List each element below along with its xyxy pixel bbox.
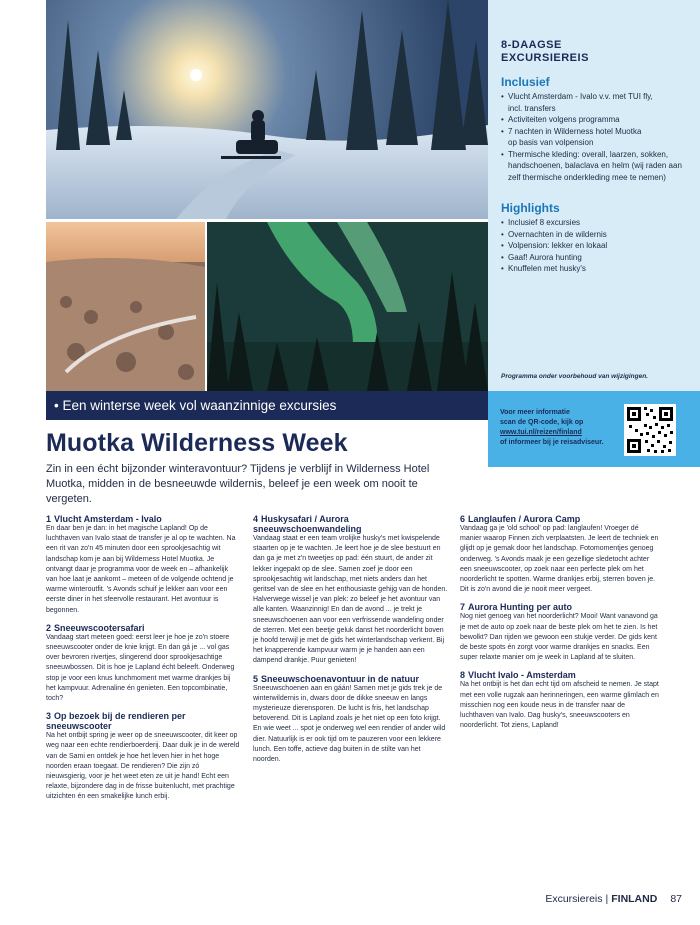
day-section	[46, 514, 241, 616]
qr-line: of informeer bij je reisadviseur.	[500, 439, 604, 446]
day-section	[46, 711, 241, 802]
excursions-banner: • Een winterse week vol waanzinnige excursies	[46, 391, 488, 420]
day-title: 4 Huskysafari / Aurora sneeuwschoenwandeling	[253, 514, 362, 534]
day-body: Sneeuwschoenen aan en gáán! Samen met je gids trek je de winterwildernis in, dwars door de dikke sneeuw en langs mysterieuze dierensporen. De lucht is fris, het landschap betoverend. Dit is Lapland zoals je het niet op een foto krijgt. En wie weet ... spot je onderweg wel een rendier of ander wild dier. Natuurlijk is er ook tijd om te pauzeren voor een lekkere lunch. Een toffe, actieve dag buiten in de stilte van het noorden.	[253, 684, 446, 764]
qr-line: Voor meer informatie	[500, 409, 570, 416]
tui-finland-link[interactable]: www.tui.nl/reizen/finland	[500, 429, 582, 436]
day-title: 1 Vlucht Amsterdam - Ivalo	[46, 514, 162, 524]
disclaimer-note: Programma onder voorbehoud van wijzigingen.	[501, 373, 648, 380]
list-item: • Gaaf! Aurora hunting	[501, 252, 688, 264]
qr-line: scan de QR-code, kijk op	[500, 419, 584, 426]
itinerary-column-3	[460, 514, 660, 738]
aurora-photo	[207, 222, 488, 391]
qr-code-icon[interactable]	[624, 404, 676, 456]
list-item: • 7 nachten in Wilderness hotel Muotka op basis van volpension	[501, 126, 688, 149]
day-section	[46, 623, 241, 704]
day-section	[460, 514, 660, 595]
trip-type-title	[501, 39, 688, 65]
day-body: Na het ontbijt is het dan echt tijd om afscheid te nemen. Je stapt met een volle rugzak aan herinneringen, een warme glimlach en misschien nog een koude neus in de transfer naar de luchthaven van Ivalo. Dag husky's, sneeuwscooters en noorderlicht. Tot ziens, Lapland!	[460, 681, 659, 730]
list-item: • Activiteiten volgens programma	[501, 114, 688, 126]
trip-type-line2: EXCURSIEREIS	[501, 52, 589, 64]
inclusief-heading: Inclusief	[501, 75, 550, 89]
day-body: Vandaag start meteen goed: eerst leer je hoe je zo'n stoere sneeuwscooter onder de knie krijgt. En dan gá je ... vol gas over bevroren rivertjes, slingerend door sprookjesachtige sneeuwbossen. Dit is hoe je Lapland écht beleeft. Onderweg stop je voor een knus lunchmoment met warme drankjes bij het kampvuur. Adrenaline én genieten. Een topcombinatie, toch?	[46, 633, 235, 703]
day-title: 3 Op bezoek bij de rendieren per sneeuwscooter	[46, 711, 186, 732]
highlights-heading: Highlights	[501, 201, 560, 215]
highlights-list	[501, 217, 688, 275]
page-title: Muotka Wilderness Week	[46, 429, 348, 457]
list-item: • Volpension: lekker en lokaal	[501, 240, 688, 252]
day-title: 8 Vlucht Ivalo - Amsterdam	[460, 670, 576, 681]
day-body: Na het ontbijt spring je weer op de sneeuwscooter, dit keer op weg naar een echte rendierboerderij. Daar duik je in de wereld van de Sami en ontdek je hoe het leven hier in het hoge noorden eraan toegaat. De rendieren? Die zijn zó nieuwsgierig, voor je het weet eten ze uit je hand! Echt een relaxte, bijzondere dag in de frisse buitenlucht, met prachtige uitzichten én een smakelijke lunch erbij.	[46, 732, 240, 801]
day-section	[253, 674, 448, 766]
list-item: • Inclusief 8 excursies	[501, 217, 688, 229]
day-title: 6 Langlaufen / Aurora Camp	[460, 514, 581, 524]
qr-info-text	[500, 408, 615, 448]
day-section	[460, 670, 660, 731]
day-title: 7 Aurora Hunting per auto	[460, 602, 573, 613]
day-body: Vandaag staat er een team vrolijke husky's met kwispelende staarten op je te wachten. Je leert hoe je de slee bestuurt en dan ga je met z'n tweetjes op pad: één stuurt, de ander zit lekker ingepakt op de slee. Samen zoef je door een sprookjesachtig wit landschap, met niets anders dan het geritsel van de slee en het enthousiaste gehijg van de honden. Halverwege wissel je van plek: zo beleef je het avontuur van alle kanten. Waanzinnig! En dan de avond ... je trekt je sneeuwschoenen aan voor een verfrissende wandeling onder de sterren. Met een beetje geluk danst het noorderlicht boven je hoofd terwijl je met de gids het winterlandschap verkent. Bij het knapperende kampvuur warm je je handen aan een dampend drankje. Puur genieten!	[253, 535, 448, 665]
footer-label: Excursiereis	[545, 893, 603, 905]
list-item: • Overnachten in de wildernis	[501, 229, 688, 241]
page-number: 87	[670, 893, 682, 905]
day-body: Vandaag ga je 'old school' op pad: langlaufen! Vroeger dé manier waarop Finnen zich verplaatsten. Je leert de techniek en glijdt op je gemak door het landschap. Fotomomentjes genoeg onderweg. 's Avonds maak je een gezellige sledetocht achter een sneeuwscooter, op zoek naar een perfecte plek om het noorderlicht te spotten. Warme drankjes erbij, sterren boven je. Dit is zo'n avond die je nooit meer vergeet.	[460, 525, 659, 594]
day-section	[460, 602, 660, 663]
list-item: • Thermische kleding: overall, laarzen, sokken, handschoenen, balaclava en helm (wij raden aan zelf thermische onderkleding mee te nemen)	[501, 149, 688, 184]
trip-type-line1: 8-DAAGSE	[501, 39, 562, 51]
aerial-forest-photo	[46, 222, 205, 391]
list-item: • Knuffelen met husky's	[501, 263, 688, 275]
page-footer	[545, 893, 682, 905]
itinerary-column-1	[46, 514, 241, 810]
qr-info-box	[488, 391, 700, 467]
list-item: • Vlucht Amsterdam - Ivalo v.v. met TUI fly, incl. transfers	[501, 91, 688, 114]
footer-separator: |	[605, 893, 609, 905]
day-body: Nog niet genoeg van het noorderlicht? Mooi! Want vanavond ga je met de auto op zoek naar de beste plek om het te zien. Is het bewolkt? Dan rijden we gewoon een stukje verder. De gids kent de beste spots én zorgt voor warme drankjes en snacks. Een super relaxte manier om je week in Lapland af te sluiten.	[460, 613, 658, 662]
trip-info-sidebar	[488, 0, 700, 391]
day-section	[253, 514, 448, 667]
inclusief-list	[501, 91, 688, 183]
itinerary-column-2	[253, 514, 448, 772]
footer-country: FINLAND	[611, 893, 658, 905]
day-title: 2 Sneeuwscootersafari	[46, 622, 145, 633]
snowmobile-photo	[46, 0, 488, 219]
intro-text: Zin in een écht bijzonder winteravontuur? Tijdens je verblijf in Wilderness Hotel Muotka, midden in de besneeuwde wildernis, beleef je een week om nooit te vergeten.	[46, 463, 430, 505]
day-title: 5 Sneeuwschoenavontuur in de natuur	[253, 673, 420, 684]
day-body: En daar ben je dan: in het magische Lapland! Op de luchthaven van Ivalo staat de transfer je al op te wachten. Na een rit van zo'n 45 minuten door een sprookjesachtig wit landschap kom je aan bij Wilderness Hotel Muotka. Je ontvangt daar je programma voor de week en – afhankelijk van hoe laat je aankomt – meteen of de volgende ochtend je warme winteroutfit. 's Avonds schuif je lekker aan voor een eerste diner in het sfeervolle restaurant. Het avontuur is begonnen.	[46, 525, 236, 614]
